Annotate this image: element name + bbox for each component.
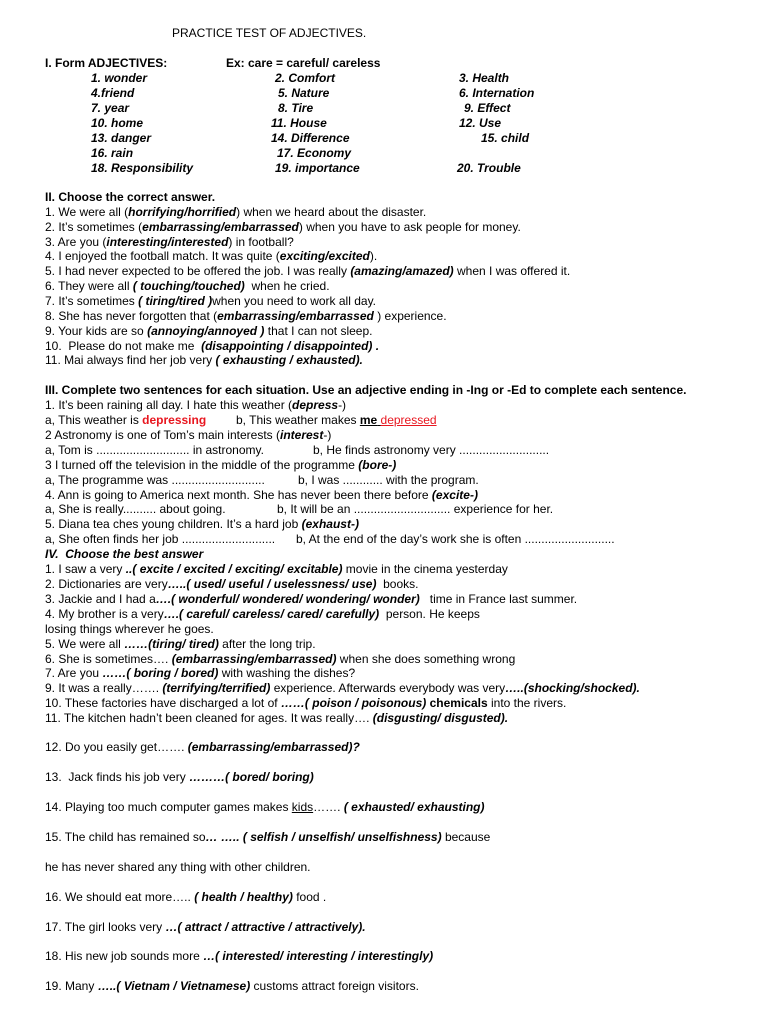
question-text: 15. The child has remained so <box>45 830 206 844</box>
question-text: ) experience. <box>373 309 447 323</box>
question-text: 3. Are you ( <box>45 235 107 249</box>
sentence-text: a, She is really.......... about going. <box>45 502 226 516</box>
situation-4-sentence-a <box>45 502 226 517</box>
question-text: time in France last summer. <box>419 592 578 606</box>
answer-options: (terrifying/terrified) <box>162 681 271 695</box>
answer-options: ……( boring / bored) <box>102 666 219 680</box>
question-text: 6. She is sometimes…. <box>45 652 172 666</box>
prompt-text: 5. Diana tea ches young children. It’s a hard job <box>45 517 302 531</box>
answer-options: …( attract / attractive / attractively). <box>165 920 366 934</box>
question-4-5 <box>45 637 316 652</box>
sample-answer-object: me <box>359 413 378 427</box>
answer-options: (disappointing / disappointed) . <box>201 339 380 353</box>
answer-options: ………( bored/ boring) <box>189 770 314 784</box>
sentence-text: b, I was ............ with the program. <box>298 473 479 487</box>
answer-options: (amazing/amazed) <box>350 264 454 278</box>
word-17: 17. Economy <box>277 146 352 160</box>
word-14: 14. Difference <box>271 131 350 145</box>
prompt-text: 1. It’s been raining all day. I hate this weather ( <box>45 398 293 412</box>
word-3: 3. Health <box>459 71 510 85</box>
situation-4-sentence-b <box>277 502 553 517</box>
question-text: 12. Do you easily get……. <box>45 740 188 754</box>
question-2-4 <box>45 249 377 264</box>
question-4-6 <box>45 652 515 667</box>
question-text: 4. I enjoyed the football match. It was quite ( <box>45 249 280 263</box>
sentence-text: b, This weather makes <box>236 413 360 427</box>
answer-options: ( touching/touched) <box>132 279 245 293</box>
question-2-1 <box>45 205 426 220</box>
question-4-12 <box>45 740 360 755</box>
answer-options: ( health / healthy) <box>194 890 293 904</box>
question-4-10 <box>45 696 566 711</box>
question-4-18 <box>45 949 433 964</box>
answer-options: …..( Vietnam / Vietnamese) <box>97 979 251 993</box>
word-16: 16. rain <box>91 146 134 160</box>
word-20: 20. Trouble <box>457 161 521 175</box>
question-text: food . <box>292 890 327 904</box>
situation-4-prompt <box>45 488 478 503</box>
question-4-17 <box>45 920 366 935</box>
situation-2-prompt <box>45 428 331 443</box>
answer-options: ……( poison / poisonous) <box>280 696 427 710</box>
answer-options: (annoying/annoyed ) <box>147 324 265 338</box>
question-text: 18. His new job sounds more <box>45 949 204 963</box>
situation-2-sentence-b <box>313 443 549 458</box>
question-text: ). <box>369 249 378 263</box>
word-13: 13. danger <box>91 131 152 145</box>
question-4-9 <box>45 681 640 696</box>
word-19: 19. importance <box>275 161 360 175</box>
situation-5-prompt <box>45 517 359 532</box>
question-text: ……. <box>313 800 344 814</box>
question-text: 5. We were all <box>45 637 125 651</box>
question-4-3 <box>45 592 577 607</box>
question-text: 3. Jackie and I had a <box>45 592 156 606</box>
section-1-heading: I. Form ADJECTIVES: <box>45 56 168 70</box>
prompt-text: 4. Ann is going to America next month. She has never been there before <box>45 488 432 502</box>
question-text: 10. These factories have discharged a lot of <box>45 696 281 710</box>
question-text: after the long trip. <box>218 637 316 651</box>
question-text: when I was offered it. <box>453 264 571 278</box>
sentence-text: a, She often finds her job ............................ <box>45 532 276 546</box>
question-2-10 <box>45 339 379 354</box>
page-title: PRACTICE TEST OF ADJECTIVES. <box>172 26 367 40</box>
sentence-text: a, Tom is ............................ in astronomy. <box>45 443 264 457</box>
answer-options: exciting/excited <box>279 249 370 263</box>
word-8: 8. Tire <box>278 101 314 115</box>
underlined-word: kids <box>291 800 314 814</box>
question-text: 2. Dictionaries are very <box>45 577 168 591</box>
answer-options: horrifying/horrified <box>128 205 237 219</box>
question-4-11 <box>45 711 508 726</box>
answer-options: ( exhausted/ exhausting) <box>343 800 485 814</box>
word-4: 4.friend <box>91 86 135 100</box>
answer-options: ….( wonderful/ wondered/ wondering/ wonder) <box>155 592 420 606</box>
sentence-text: b, It will be an ............................. experience for her. <box>277 502 554 516</box>
question-4-4-continued <box>45 622 214 637</box>
question-text: 5. I had never expected to be offered the job. I was really <box>45 264 351 278</box>
answer-options: ( exhausting / exhausted). <box>215 353 363 367</box>
question-2-9 <box>45 324 373 339</box>
word-5: 5. Nature <box>278 86 330 100</box>
question-text: into the rivers. <box>487 696 567 710</box>
question-text: 11. Mai always find her job very <box>45 353 216 367</box>
root-word: (bore-) <box>358 458 397 472</box>
question-text: ) in football? <box>228 235 294 249</box>
question-4-1 <box>45 562 508 577</box>
question-4-15-continued <box>45 860 311 875</box>
question-4-13 <box>45 770 314 785</box>
root-word: depress <box>292 398 339 412</box>
word-2: 2. Comfort <box>275 71 335 85</box>
section-2-heading: II. Choose the correct answer. <box>45 190 216 204</box>
situation-5-sentence-b <box>296 532 615 547</box>
question-text: with washing the dishes? <box>218 666 356 680</box>
word-12: 12. Use <box>459 116 502 130</box>
word-6: 6. Internation <box>459 86 535 100</box>
question-text: 7. It’s sometimes <box>45 294 139 308</box>
question-text: when he cried. <box>244 279 330 293</box>
prompt-text: 2 Astronomy is one of Tom’s main interests ( <box>45 428 280 442</box>
word-10: 10. home <box>91 116 144 130</box>
sentence-text: a, This weather is <box>45 413 143 427</box>
situation-3-sentence-a <box>45 473 265 488</box>
sentence-text: a, The programme was ............................ <box>45 473 265 487</box>
emphasized-word: chemicals <box>429 696 488 710</box>
question-text: movie in the cinema yesterday <box>342 562 508 576</box>
root-word: interest <box>280 428 324 442</box>
situation-1-sentence-b <box>236 413 437 428</box>
section-4-heading: IV. Choose the best answer <box>45 547 204 561</box>
question-2-8 <box>45 309 447 324</box>
question-4-7 <box>45 666 355 681</box>
situation-1-prompt <box>45 398 346 413</box>
situation-3-prompt <box>45 458 396 473</box>
question-text: books. <box>376 577 419 591</box>
word-15: 15. child <box>481 131 530 145</box>
question-text: 13. Jack finds his job very <box>45 770 190 784</box>
answer-options: …..( used/ useful / uselessness/ use) <box>167 577 377 591</box>
answer-options: ….( careful/ careless/ cared/ carefully) <box>163 607 380 621</box>
prompt-text: -) <box>338 398 347 412</box>
question-text: because <box>441 830 491 844</box>
question-text: 14. Playing too much computer games makes <box>45 800 292 814</box>
question-2-11 <box>45 353 363 368</box>
question-text: 17. The girl looks very <box>45 920 166 934</box>
answer-options: ……(tiring/ tired) <box>124 637 219 651</box>
answer-options: embarrassing/embarrassed <box>217 309 374 323</box>
answer-options: …( interested/ interesting / interestingly) <box>203 949 434 963</box>
question-4-4 <box>45 607 480 622</box>
answer-options: embarrassing/embarrassed <box>142 220 299 234</box>
question-text: 1. We were all ( <box>45 205 129 219</box>
question-4-14 <box>45 800 485 815</box>
question-4-2 <box>45 577 419 592</box>
situation-3-sentence-b <box>298 473 479 488</box>
question-2-3 <box>45 235 294 250</box>
section-1-example: Ex: care = careful/ careless <box>226 56 381 70</box>
word-9: 9. Effect <box>464 101 511 115</box>
question-text: 11. The kitchen hadn’t been cleaned for ages. It was really…. <box>45 711 373 725</box>
sample-answer: depressing <box>142 413 207 427</box>
question-text: 1. I saw a very <box>45 562 126 576</box>
situation-2-sentence-a <box>45 443 264 458</box>
question-2-6 <box>45 279 330 294</box>
question-text: he has never shared any thing with other children. <box>45 860 311 874</box>
sample-answer: depressed <box>380 413 437 427</box>
answer-options: ( tiring/tired ) <box>138 294 213 308</box>
question-text: 16. We should eat more….. <box>45 890 195 904</box>
question-text: experience. Afterwards everybody was very <box>270 681 506 695</box>
question-2-7 <box>45 294 376 309</box>
section-3-heading: III. Complete two sentences for each situation. Use an adjective ending in -Ing or -Ed to complete each sentence. <box>45 383 687 397</box>
root-word: (excite-) <box>431 488 478 502</box>
question-text: ) when we heard about the disaster. <box>236 205 427 219</box>
answer-options: (embarrassing/embarrassed) <box>171 652 337 666</box>
question-text: 8. She has never forgotten that ( <box>45 309 218 323</box>
word-11: 11. House <box>271 116 327 130</box>
root-word: (exhaust-) <box>301 517 359 531</box>
question-text: losing things wherever he goes. <box>45 622 214 636</box>
question-text: ) when you have to ask people for money. <box>298 220 521 234</box>
question-text: 2. It’s sometimes ( <box>45 220 143 234</box>
question-2-5 <box>45 264 570 279</box>
prompt-text: 3 I turned off the television in the middle of the programme <box>45 458 359 472</box>
sentence-text: b, He finds astronomy very ........................... <box>313 443 550 457</box>
question-text: 6. They were all <box>45 279 133 293</box>
answer-options: ..( excite / excited / exciting/ excitable) <box>125 562 343 576</box>
prompt-text: -) <box>323 428 332 442</box>
question-text: 4. My brother is a very <box>45 607 164 621</box>
answer-options: (disgusting/ disgusted). <box>372 711 509 725</box>
question-text: 9. Your kids are so <box>45 324 148 338</box>
question-2-2 <box>45 220 521 235</box>
question-text: that I can not sleep. <box>264 324 373 338</box>
question-4-15 <box>45 830 490 845</box>
word-1: 1. wonder <box>91 71 148 85</box>
question-text: 10. Please do not make me <box>45 339 202 353</box>
sentence-text: b, At the end of the day’s work she is often ........................... <box>296 532 615 546</box>
answer-options: … ….. ( selfish / unselfish/ unselfishness) <box>205 830 442 844</box>
word-18: 18. Responsibility <box>91 161 194 175</box>
question-4-19 <box>45 979 419 994</box>
situation-5-sentence-a <box>45 532 275 547</box>
question-text: 7. Are you <box>45 666 103 680</box>
answer-options: …..(shocking/shocked). <box>505 681 640 695</box>
question-text: 9. It was a really……. <box>45 681 163 695</box>
question-text: when you need to work all day. <box>212 294 377 308</box>
question-4-16 <box>45 890 326 905</box>
answer-options: interesting/interested <box>106 235 229 249</box>
question-text: 19. Many <box>45 979 98 993</box>
question-text: customs attract foreign visitors. <box>250 979 419 993</box>
question-text: person. He keeps <box>379 607 480 621</box>
word-7: 7. year <box>91 101 130 115</box>
answer-options: (embarrassing/embarrassed)? <box>187 740 360 754</box>
question-text: when she does something wrong <box>336 652 516 666</box>
situation-1-sentence-a <box>45 413 206 428</box>
